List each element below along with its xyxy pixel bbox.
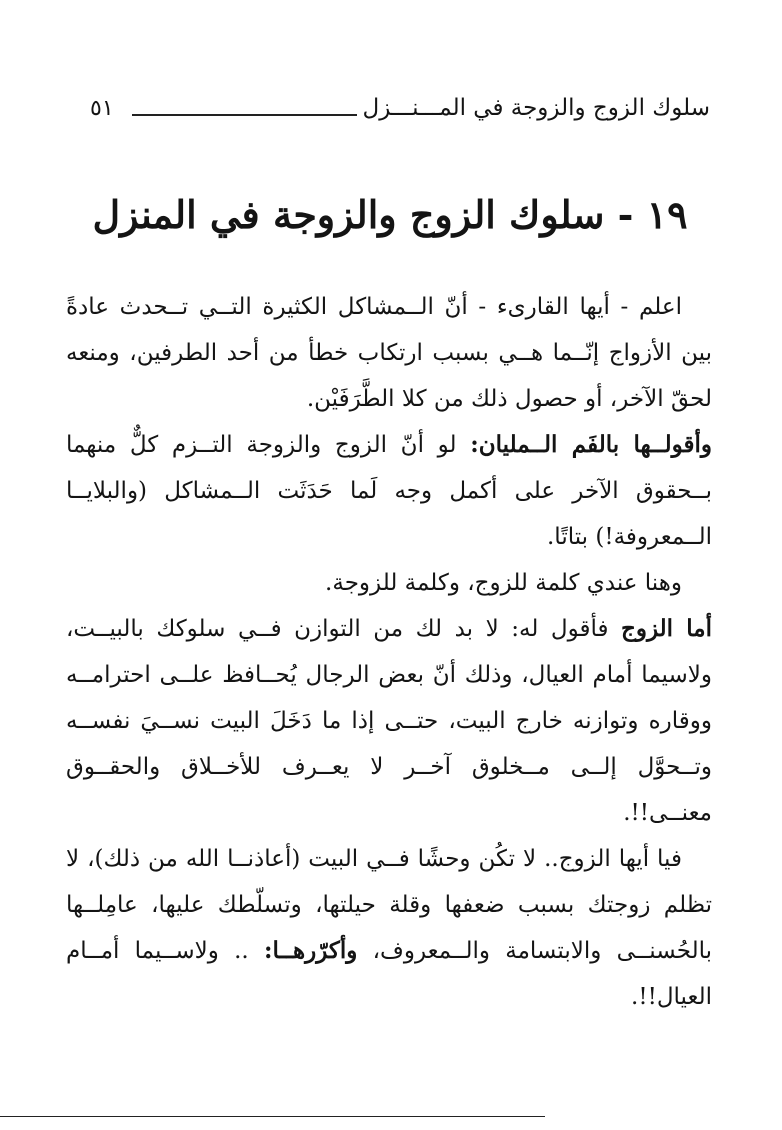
paragraph-1: اعلم - أيها القارىء - أنّ الــمشاكل الكثيرة التــي تــحدث عادةً بين الأزواج إنّــما هــي بسبب ارتكاب خطأ من أحد الطرفين، ومنعه لحقّ الآخر، أو حصول ذلك من كلا الطَّرَفَيْن.: [66, 294, 712, 412]
paragraph-4-text: فأقول له: لا بد لك من التوازن فــي سلوكك بالبيــت، ولاسيما أمام العيال، وذلك أنّ بعض الرجال يُحــافظ علــى احترامــه ووقاره وتوازنه خارج البيت، حتــى إذا ما دَخَلَ البيت نســيَ نفســه وتــحوَّل إلــى مــخلوق آخــر لا يعــرف للأخــلاق والحقــوق معنــى!!.: [66, 616, 712, 826]
page-number: ٥١: [90, 95, 114, 121]
body-text: [66, 284, 712, 1020]
paragraph-5-text-a: فيا أيها الزوج.. لا تكُن وحشًا فــي البيت (أعاذنــا الله من ذلك)، لا تظلم زوجتك بسبب ضعفها وقلة حيلتها، وتسلّطك عليها، عامِلــها بالحُسنــى والابتسامة والــمعروف،: [66, 846, 712, 964]
running-header: [90, 88, 710, 128]
footer-rule: [0, 1116, 545, 1117]
paragraph-4-lead: أما الزوج: [621, 615, 712, 642]
paragraph-5-emphasis: وأكرّرهــا:: [263, 937, 358, 964]
paragraph-2: [66, 422, 712, 560]
paragraph-4: [66, 606, 712, 836]
running-title: سلوك الزوج والزوجة في المـــنـــزل: [362, 95, 710, 121]
chapter-title: ١٩ - سلوك الزوج والزوجة في المنزل: [92, 192, 688, 237]
paragraph-5-text-b: .. ولاســيما أمــام العيال!!.: [66, 938, 712, 1010]
header-rule: [132, 114, 357, 116]
paragraph-3: وهنا عندي كلمة للزوج، وكلمة للزوجة.: [325, 570, 682, 596]
paragraph-2-lead: وأقولــها بالفَم الــمليان:: [470, 431, 712, 458]
paragraph-2-text: لو أنّ الزوج والزوجة التــزم كلٌّ منهما بــحقوق الآخر على أكمل وجه لَما حَدَثَت الــمشاكل (والبلايــا الــمعروفة!) بتاتًا.: [66, 432, 712, 550]
paragraph-5: [66, 836, 712, 1020]
